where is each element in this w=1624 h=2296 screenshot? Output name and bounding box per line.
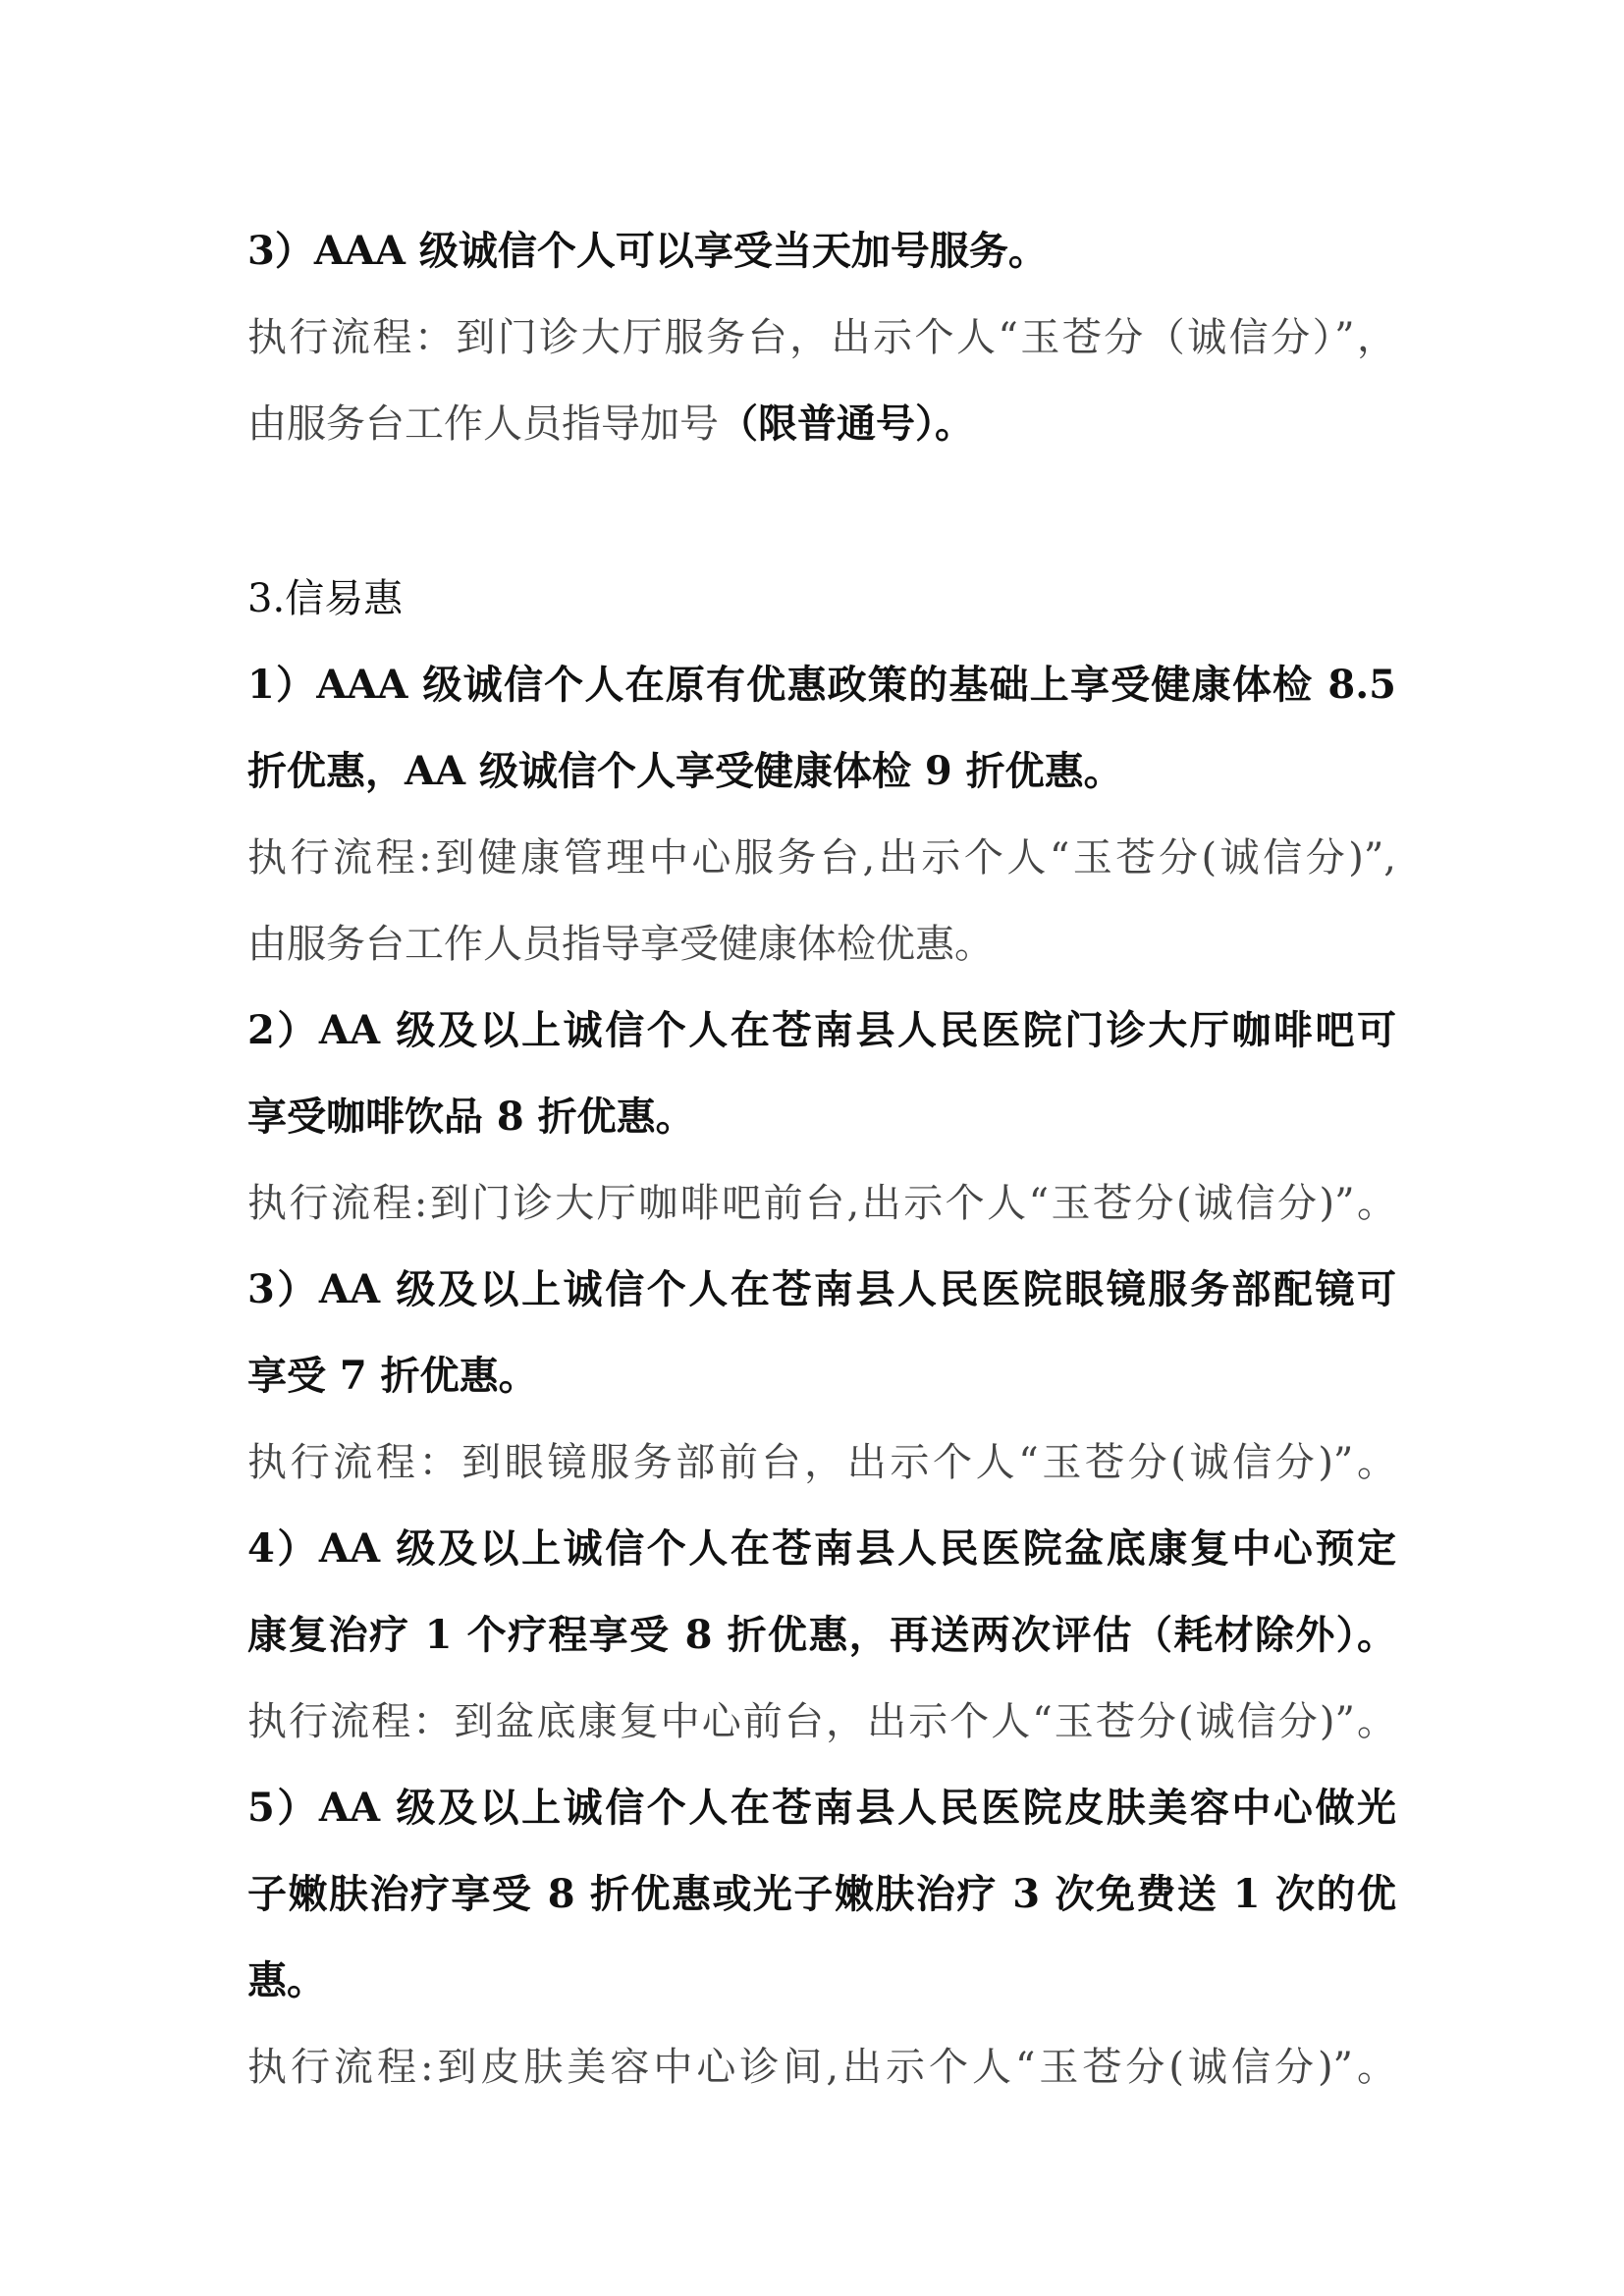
benefit-item-4-line-2: 康复治疗 1 个疗程享受 8 折优惠，再送两次评估（耗材除外）。 — [247, 1612, 1396, 1658]
procedure-item-1-line-1: 执行流程:到健康管理中心服务台,出示个人“玉苍分(诚信分)”, — [247, 835, 1396, 881]
procedure-line-1: 执行流程：到门诊大厅服务台，出示个人“玉苍分（诚信分）”， — [247, 315, 1396, 360]
procedure-item-4-line-1: 执行流程：到盆底康复中心前台，出示个人“玉苍分(诚信分)”。 — [247, 1699, 1396, 1744]
document-body — [247, 208, 1396, 2110]
procedure-item-5-line-1: 执行流程:到皮肤美容中心诊间,出示个人“玉苍分(诚信分)”。 — [247, 2045, 1396, 2090]
benefit-item-3-line-1: 3）AAA 级诚信个人可以享受当天加号服务。 — [247, 228, 1048, 274]
benefit-item-2-line-1: 2）AA 级及以上诚信个人在苍南县人民医院门诊大厅咖啡吧可 — [247, 1007, 1396, 1053]
benefit-item-2-line-2: 享受咖啡饮品 8 折优惠。 — [247, 1094, 695, 1140]
procedure-item-1-line-2: 由服务台工作人员指导享受健康体检优惠。 — [247, 922, 994, 967]
section-gap — [247, 467, 1396, 556]
benefit-item-5-line-3: 惠。 — [247, 1957, 326, 2003]
benefit-item-3b-line-1: 3）AA 级及以上诚信个人在苍南县人民医院眼镜服务部配镜可 — [247, 1266, 1396, 1312]
benefit-item-5-line-2: 子嫩肤治疗享受 8 折优惠或光子嫩肤治疗 3 次免费送 1 次的优 — [247, 1871, 1396, 1917]
procedure-item-2-line-1: 执行流程:到门诊大厅咖啡吧前台,出示个人“玉苍分(诚信分)”。 — [247, 1181, 1396, 1226]
benefit-item-1-line-1: 1）AAA 级诚信个人在原有优惠政策的基础上享受健康体检 8.5 — [247, 662, 1396, 708]
procedure-line-2 — [247, 381, 1396, 467]
procedure-item-3b-line-1: 执行流程：到眼镜服务部前台，出示个人“玉苍分(诚信分)”。 — [247, 1440, 1396, 1485]
benefit-item-4-line-1: 4）AA 级及以上诚信个人在苍南县人民医院盆底康复中心预定 — [247, 1525, 1396, 1572]
benefit-item-1-line-2: 折优惠，AA 级诚信个人享受健康体检 9 折优惠。 — [247, 748, 1123, 794]
benefit-item-5-line-1: 5）AA 级及以上诚信个人在苍南县人民医院皮肤美容中心做光 — [247, 1785, 1396, 1831]
benefit-item-3b-line-2: 享受 7 折优惠。 — [247, 1353, 538, 1399]
procedure-text: 由服务台工作人员指导加号 — [247, 401, 719, 447]
procedure-note-ordinary-number: （限普通号）。 — [719, 400, 974, 447]
section-heading: 3.信易惠 — [247, 576, 404, 621]
